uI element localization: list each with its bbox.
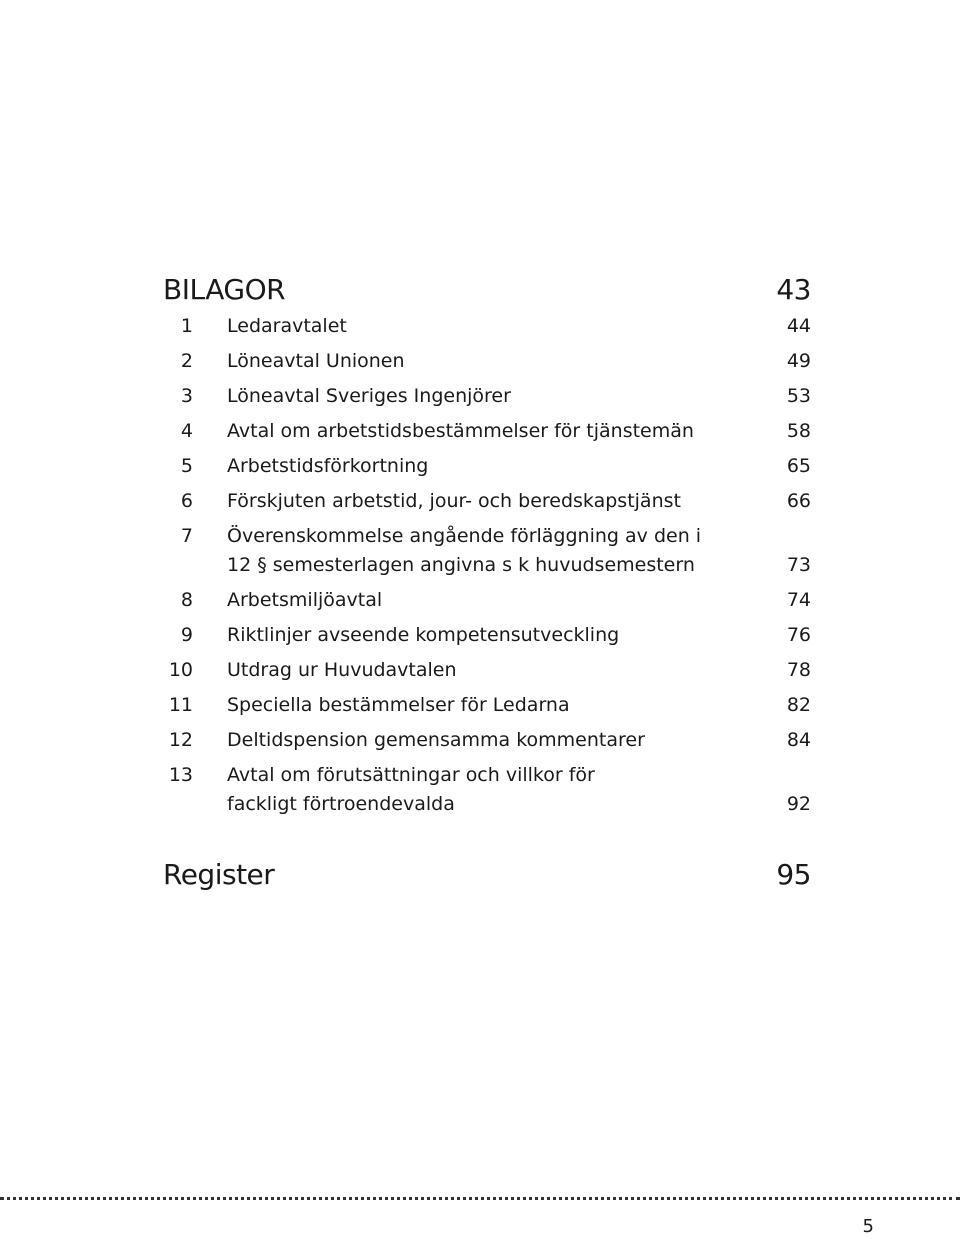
register-heading [163,853,811,897]
toc-entry-title-line: 12 § semesterlagen angivna s k huvudsemestern [227,554,695,576]
toc-entry-title [227,761,787,819]
toc-entry-title-line: Avtal om arbetstidsbestämmelser för tjänstemän [227,420,694,442]
toc-entry [163,726,811,755]
toc-entry-title-line: Deltidspension gemensamma kommentarer [227,729,645,751]
toc-entry [163,621,811,650]
toc-entry [163,452,811,481]
footer-dotted-rule [0,1197,960,1200]
bilagor-title: BILAGOR [163,273,286,306]
toc-entry-page: 78 [786,659,811,681]
toc-entry-title-line: fackligt förtroendevalda [227,793,455,815]
toc-entry-title [227,621,787,650]
bilagor-page: 43 [776,273,811,306]
page-number: 5 [862,1216,874,1237]
toc-entry-title-line: Avtal om förutsättningar och villkor för [227,764,595,786]
toc-entry-number: 6 [180,490,193,512]
toc-entry-page: 76 [786,624,811,646]
toc-entry-number: 9 [180,624,193,646]
toc-entry [163,656,811,685]
bilagor-heading [163,268,811,312]
toc-entry-page: 74 [786,589,811,611]
toc-entry-page: 58 [786,420,811,442]
toc-entry-title [227,656,787,685]
toc-entry-page: 49 [786,350,811,372]
toc-entry-page: 44 [786,315,811,337]
toc-entry-page: 53 [786,385,811,407]
toc-entry-title [227,452,787,481]
table-of-contents [163,268,811,897]
toc-entry-page: 84 [786,729,811,751]
toc-entry-title-line: Löneavtal Unionen [227,350,405,372]
toc-entry [163,347,811,376]
toc-entry-title [227,726,787,755]
toc-entry-number: 2 [180,350,193,372]
toc-entry-page: 73 [786,554,811,576]
toc-entry-number: 7 [180,525,193,547]
toc-entry-number: 3 [180,385,193,407]
toc-entry [163,417,811,446]
toc-entry-title-line: Förskjuten arbetstid, jour- och beredskapstjänst [227,490,681,512]
toc-entry-title-line: Arbetsmiljöavtal [227,589,383,611]
toc-entry-page: 92 [786,793,811,815]
toc-entry-title-line: Ledaravtalet [227,315,347,337]
toc-entry-number: 13 [168,764,193,786]
toc-entry-page: 66 [786,490,811,512]
toc-entry-title [227,347,787,376]
toc-entry-title-line: Riktlinjer avseende kompetensutveckling [227,624,620,646]
toc-entry-title [227,382,787,411]
toc-entry [163,382,811,411]
toc-entry [163,586,811,615]
toc-entry-title-line: Arbetstidsförkortning [227,455,429,477]
toc-entry-title [227,487,787,516]
toc-entry-title-line: Överenskommelse angående förläggning av den i [227,525,702,547]
toc-entry [163,522,811,580]
toc-entry-number: 8 [180,589,193,611]
toc-entry-title-line: Löneavtal Sveriges Ingenjörer [227,385,511,407]
toc-entry [163,761,811,819]
toc-entry-title [227,522,787,580]
toc-entry-number: 10 [168,659,193,681]
register-page: 95 [776,858,811,891]
toc-entry-title-line: Speciella bestämmelser för Ledarna [227,694,570,716]
toc-entry-title [227,691,787,720]
toc-entry-title [227,417,787,446]
register-title: Register [163,858,275,891]
toc-entry-page: 82 [786,694,811,716]
toc-entry-title-line: Utdrag ur Huvudavtalen [227,659,457,681]
toc-entry-number: 1 [180,315,193,337]
bilagor-list [163,312,811,819]
toc-entry-page: 65 [786,455,811,477]
toc-entry-number: 5 [180,455,193,477]
toc-entry-title [227,586,787,615]
toc-entry-number: 4 [180,420,193,442]
toc-entry-number: 12 [168,729,193,751]
toc-entry [163,312,811,341]
toc-entry-title [227,312,787,341]
toc-entry [163,487,811,516]
toc-entry [163,691,811,720]
toc-entry-number: 11 [168,694,193,716]
